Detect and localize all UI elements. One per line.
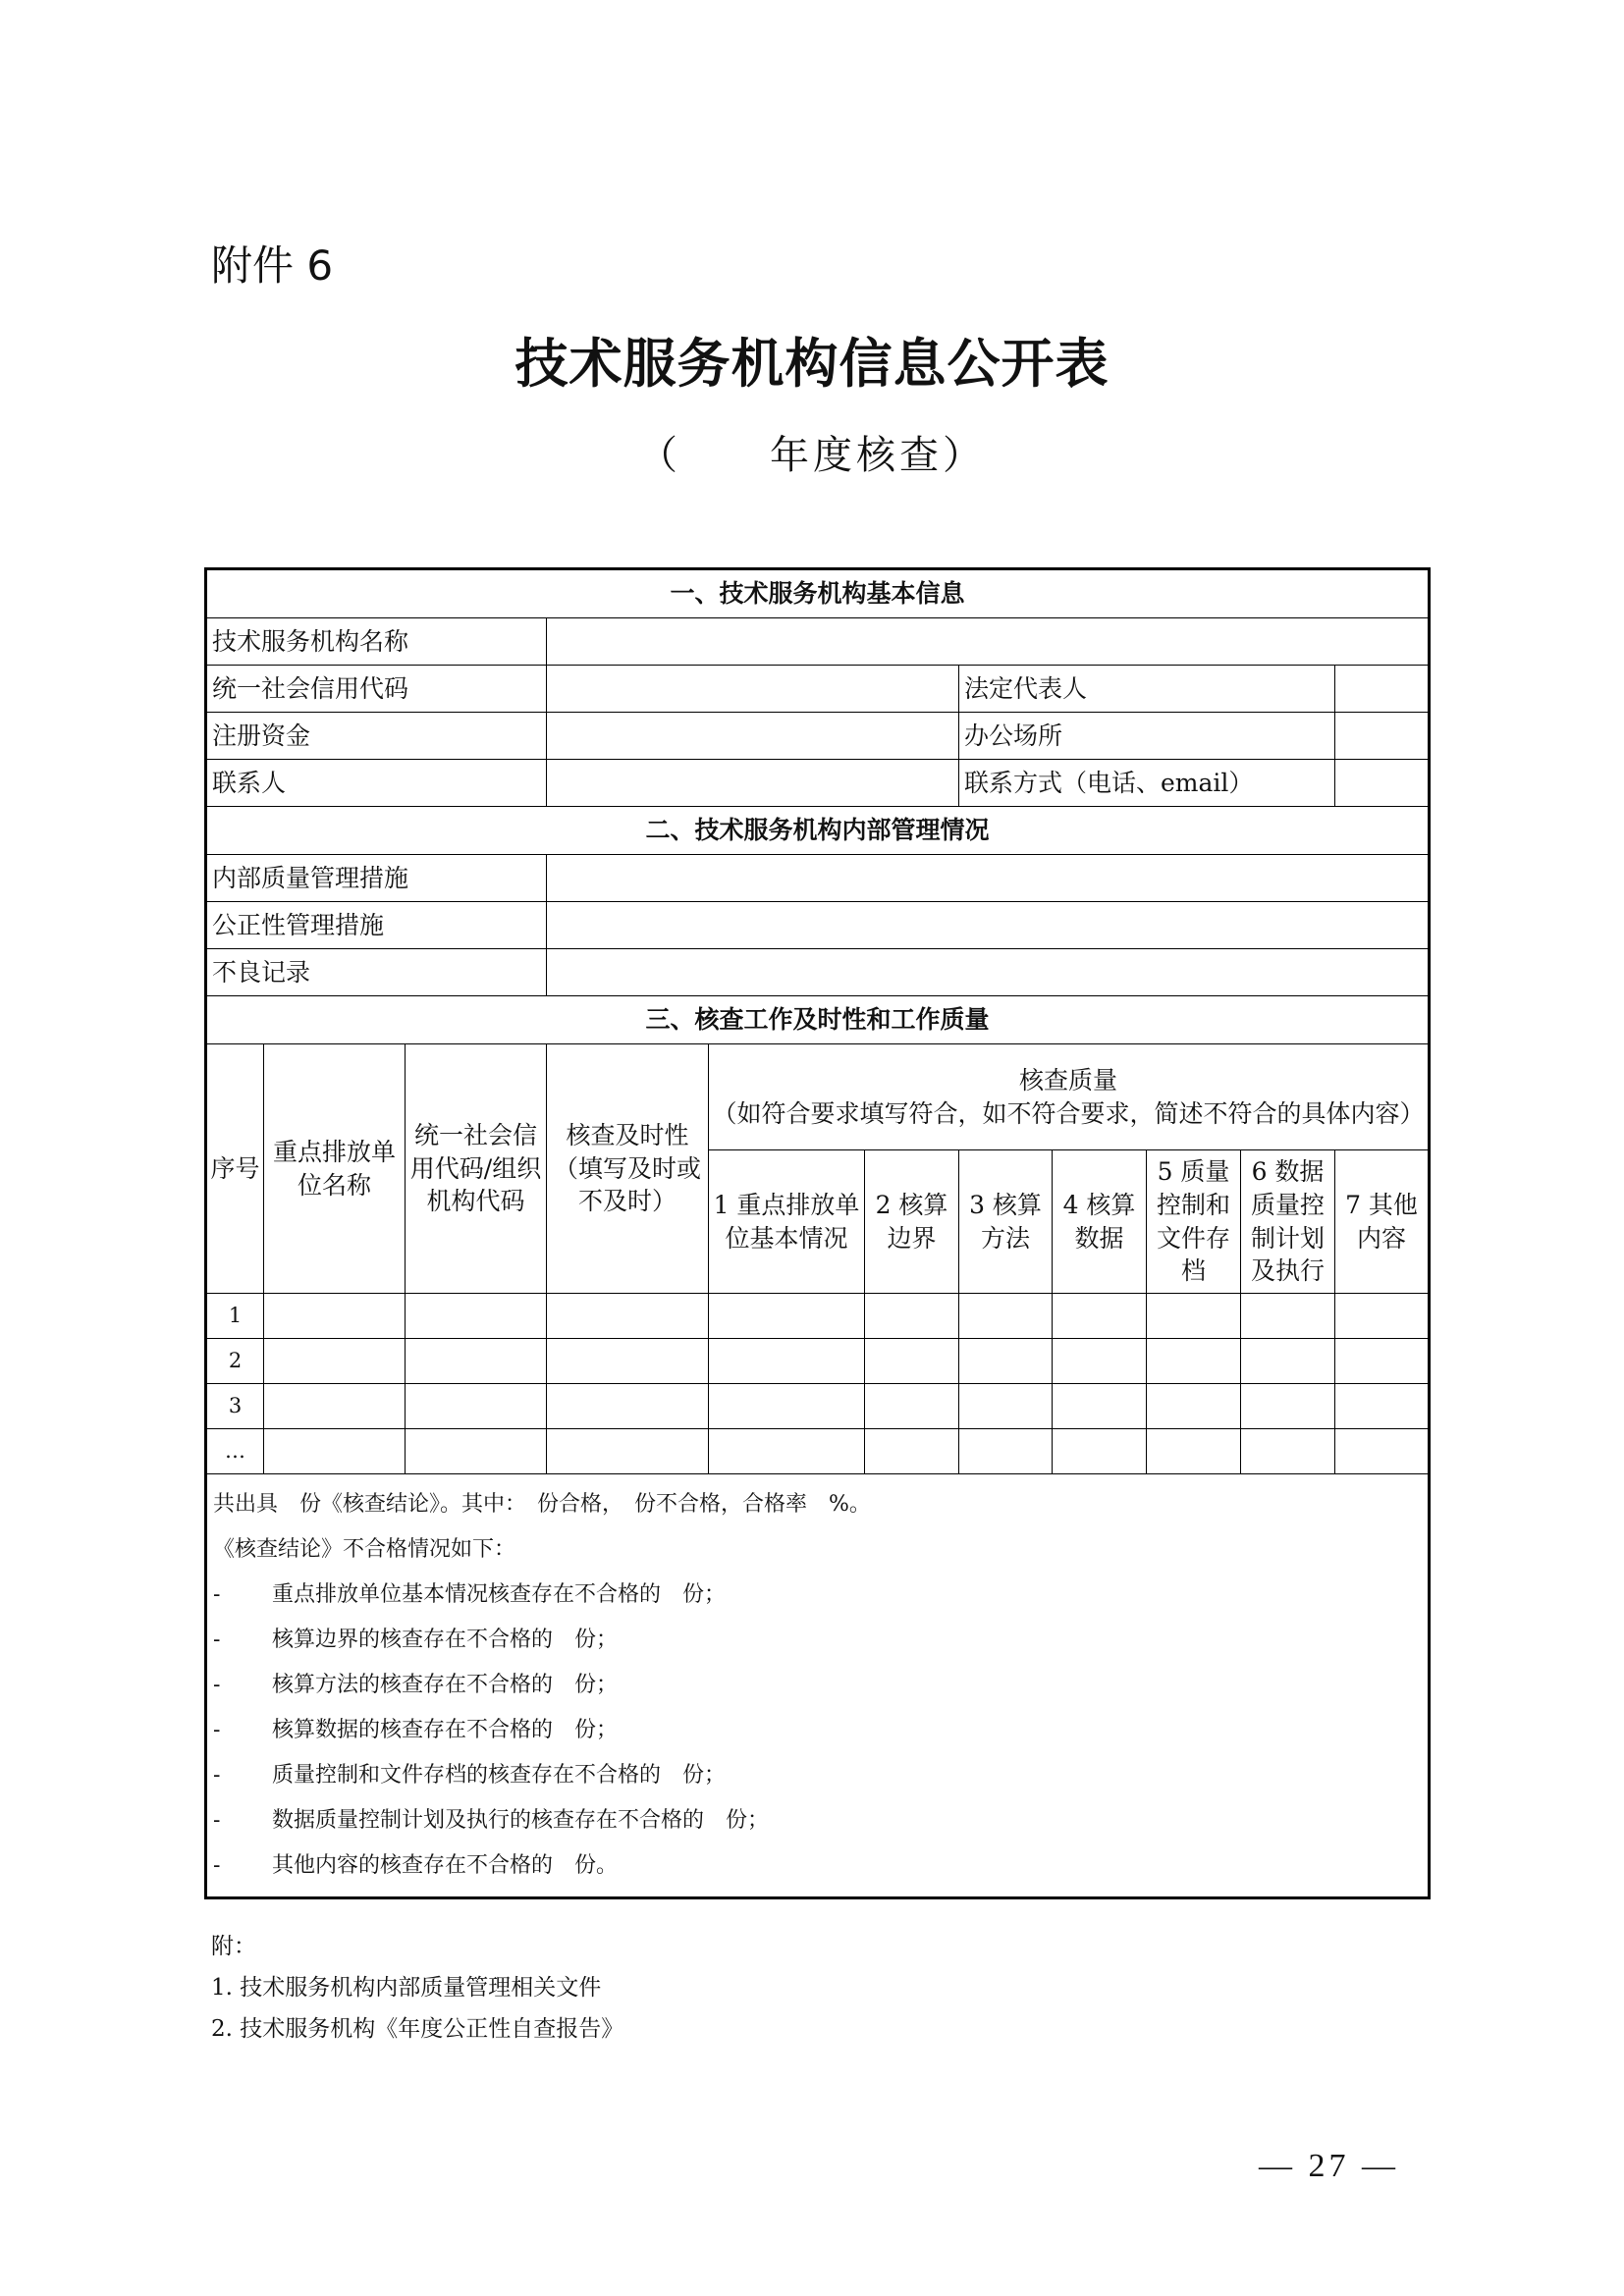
- note-item: 2. 技术服务机构《年度公正性自查报告》: [211, 2016, 624, 2042]
- table-row: [206, 1294, 1430, 1339]
- quality-header-note: （如符合要求填写符合，如不符合要求，简述不符合的具体内容）: [712, 1098, 1425, 1128]
- quality-header-title: 核查质量: [1019, 1065, 1118, 1095]
- label-bad-records: 不良记录: [206, 949, 547, 996]
- dash-marker: -: [213, 1673, 221, 1697]
- label-contact: 联系人: [206, 760, 547, 807]
- summary-item-text: 质量控制和文件存档的核查存在不合格的 份；: [272, 1763, 727, 1788]
- row-seq: …: [206, 1429, 264, 1474]
- table-cell[interactable]: [1147, 1339, 1241, 1384]
- subtitle-open-paren: （: [638, 433, 681, 478]
- summary-line: 共出具 份《核查结论》。其中： 份合格， 份不合格，合格率 %。: [213, 1492, 871, 1517]
- table-cell[interactable]: [709, 1294, 865, 1339]
- table-cell[interactable]: [959, 1429, 1053, 1474]
- col-header-unit-name: 重点排放单位名称: [264, 1044, 406, 1294]
- table-cell[interactable]: [264, 1384, 406, 1429]
- table-cell[interactable]: [959, 1339, 1053, 1384]
- dash-marker: -: [213, 1808, 221, 1833]
- dash-marker: -: [213, 1718, 221, 1742]
- sub-col-header: 4 核算数据: [1053, 1150, 1147, 1294]
- info-disclosure-table: [204, 567, 1431, 1899]
- summary-item: [213, 1843, 1422, 1889]
- summary-item-text: 核算边界的核查存在不合格的 份；: [272, 1628, 619, 1652]
- table-cell[interactable]: [1053, 1384, 1147, 1429]
- value-impartiality-measures[interactable]: [547, 902, 1430, 949]
- summary-item-text: 其他内容的核查存在不合格的 份。: [272, 1853, 619, 1878]
- table-cell[interactable]: [709, 1429, 865, 1474]
- table-cell[interactable]: [709, 1384, 865, 1429]
- value-capital[interactable]: [547, 713, 959, 760]
- dash-marker: -: [213, 1763, 221, 1788]
- table-cell[interactable]: [406, 1429, 547, 1474]
- summary-item: [213, 1573, 1422, 1618]
- note-item: 1. 技术服务机构内部质量管理相关文件: [211, 1975, 602, 2001]
- table-cell[interactable]: [1335, 1384, 1430, 1429]
- summary-item-text: 数据质量控制计划及执行的核查存在不合格的 份；: [272, 1808, 770, 1833]
- value-office[interactable]: [1335, 713, 1430, 760]
- sub-col-header: 2 核算边界: [865, 1150, 959, 1294]
- table-cell[interactable]: [865, 1384, 959, 1429]
- table-cell[interactable]: [406, 1339, 547, 1384]
- table-cell[interactable]: [1147, 1429, 1241, 1474]
- table-cell[interactable]: [1335, 1429, 1430, 1474]
- value-contact[interactable]: [547, 760, 959, 807]
- label-quality-measures: 内部质量管理措施: [206, 855, 547, 902]
- section-1-title: 一、技术服务机构基本信息: [206, 569, 1430, 618]
- label-impartiality-measures: 公正性管理措施: [206, 902, 547, 949]
- col-header-quality: [709, 1044, 1430, 1150]
- summary-item-text: 核算数据的核查存在不合格的 份；: [272, 1718, 619, 1742]
- table-cell[interactable]: [1147, 1294, 1241, 1339]
- summary-item: [213, 1798, 1422, 1843]
- label-contact-method: 联系方式（电话、email）: [959, 760, 1335, 807]
- table-cell[interactable]: [264, 1339, 406, 1384]
- summary-item-text: 重点排放单位基本情况核查存在不合格的 份；: [272, 1582, 727, 1607]
- value-contact-method[interactable]: [1335, 760, 1430, 807]
- value-bad-records[interactable]: [547, 949, 1430, 996]
- sub-col-header: 3 核算方法: [959, 1150, 1053, 1294]
- table-cell[interactable]: [1053, 1339, 1147, 1384]
- label-org-name: 技术服务机构名称: [206, 618, 547, 666]
- col-header-seq: 序号: [206, 1044, 264, 1294]
- notes-heading: 附：: [211, 1934, 256, 1959]
- label-capital: 注册资金: [206, 713, 547, 760]
- table-cell[interactable]: [865, 1294, 959, 1339]
- sub-col-header: 1 重点排放单位基本情况: [709, 1150, 865, 1294]
- table-cell[interactable]: [1241, 1294, 1335, 1339]
- table-cell[interactable]: [264, 1429, 406, 1474]
- summary-item: [213, 1663, 1422, 1708]
- summary-block: [206, 1474, 1430, 1898]
- value-org-name[interactable]: [547, 618, 1430, 666]
- table-cell[interactable]: [547, 1384, 709, 1429]
- section-2-title: 二、技术服务机构内部管理情况: [206, 807, 1430, 855]
- page-number: — 27 —: [1259, 2148, 1399, 2184]
- col-header-timeliness: 核查及时性（填写及时或不及时）: [547, 1044, 709, 1294]
- table-row: [206, 1339, 1430, 1384]
- table-cell[interactable]: [709, 1339, 865, 1384]
- dash-marker: -: [213, 1853, 221, 1878]
- subtitle-text: 年度核查）: [770, 433, 986, 478]
- value-credit-code[interactable]: [547, 666, 959, 713]
- dash-marker: -: [213, 1628, 221, 1652]
- row-seq: 1: [206, 1294, 264, 1339]
- sub-col-header: 7 其他内容: [1335, 1150, 1430, 1294]
- sub-col-header: 6 数据质量控制计划及执行: [1241, 1150, 1335, 1294]
- table-row: [206, 1384, 1430, 1429]
- table-cell[interactable]: [1241, 1339, 1335, 1384]
- table-cell[interactable]: [547, 1339, 709, 1384]
- label-office: 办公场所: [959, 713, 1335, 760]
- table-cell[interactable]: [1053, 1294, 1147, 1339]
- label-credit-code: 统一社会信用代码: [206, 666, 547, 713]
- summary-line: 《核查结论》不合格情况如下：: [213, 1537, 516, 1562]
- dash-marker: -: [213, 1582, 221, 1607]
- table-cell[interactable]: [1147, 1384, 1241, 1429]
- section-3-title: 三、核查工作及时性和工作质量: [206, 996, 1430, 1044]
- document-subtitle: [0, 424, 1624, 480]
- row-seq: 2: [206, 1339, 264, 1384]
- summary-item: [213, 1708, 1422, 1753]
- table-cell[interactable]: [865, 1429, 959, 1474]
- attachments-notes: [211, 1926, 623, 2050]
- document-title: 技术服务机构信息公开表: [514, 333, 1110, 395]
- summary-item: [213, 1753, 1422, 1798]
- attachment-label: 附件 6: [211, 241, 334, 290]
- table-cell[interactable]: [264, 1294, 406, 1339]
- table-cell[interactable]: [865, 1339, 959, 1384]
- table-cell[interactable]: [1053, 1429, 1147, 1474]
- table-cell[interactable]: [1241, 1429, 1335, 1474]
- col-header-credit-code: 统一社会信用代码/组织机构代码: [406, 1044, 547, 1294]
- sub-col-header: 5 质量控制和文件存档: [1147, 1150, 1241, 1294]
- table-cell[interactable]: [547, 1429, 709, 1474]
- table-cell[interactable]: [406, 1384, 547, 1429]
- value-quality-measures[interactable]: [547, 855, 1430, 902]
- table-cell[interactable]: [959, 1384, 1053, 1429]
- table-cell[interactable]: [1241, 1384, 1335, 1429]
- table-cell[interactable]: [406, 1294, 547, 1339]
- value-legal-rep[interactable]: [1335, 666, 1430, 713]
- summary-item-text: 核算方法的核查存在不合格的 份；: [272, 1673, 619, 1697]
- summary-item: [213, 1618, 1422, 1663]
- label-legal-rep: 法定代表人: [959, 666, 1335, 713]
- table-cell[interactable]: [1335, 1339, 1430, 1384]
- table-cell[interactable]: [1335, 1294, 1430, 1339]
- table-cell[interactable]: [547, 1294, 709, 1339]
- row-seq: 3: [206, 1384, 264, 1429]
- table-cell[interactable]: [959, 1294, 1053, 1339]
- table-row: [206, 1429, 1430, 1474]
